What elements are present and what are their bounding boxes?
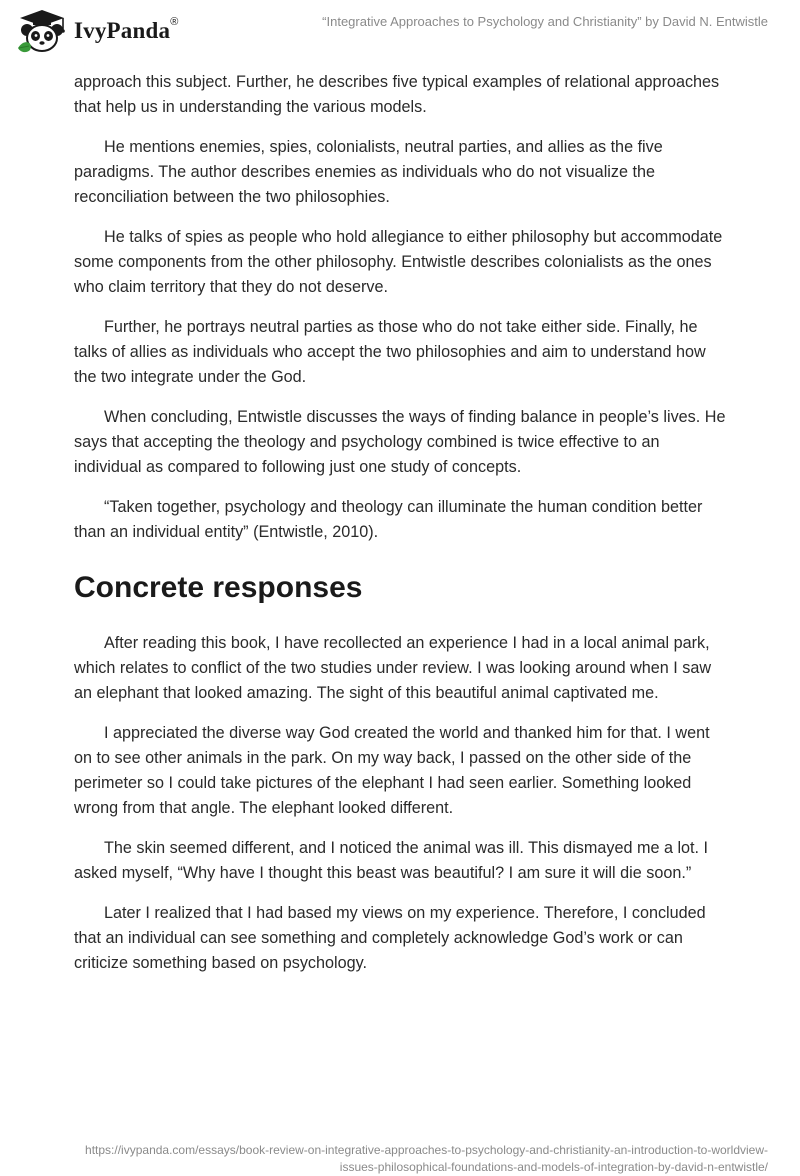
section-heading: Concrete responses (74, 571, 363, 604)
source-url[interactable] (28, 1142, 768, 1176)
panda-logo-icon (14, 8, 70, 54)
paragraph: He mentions enemies, spies, colonialists, neutral parties, and allies as the five paradigms. The author describes enemies as individuals who do not visualize the reconciliation between the two philosophies. (74, 138, 663, 206)
source-url-line-1: https://ivypanda.com/essays/book-review-on-integrative-approaches-to-psychology-and-christianity-an-introduction-to-worldview- (85, 1143, 768, 1157)
paragraph: Later I realized that I had based my views on my experience. Therefore, I concluded that an individual can see something and completely acknowledge God’s work or can criticize something based on psychology. (74, 904, 706, 972)
source-url-line-2: issues-philosophical-foundations-and-models-of-integration-by-david-n-entwistle/ (339, 1160, 768, 1174)
paragraph: I appreciated the diverse way God created the world and thanked him for that. I went on to see other animals in the park. On my way back, I passed on the other side of the perimeter so I could take pictures of the elephant I had seen earlier. Something looked wrong from that angle. The elephant looked different. (74, 724, 710, 817)
paragraph: approach this subject. Further, he describes five typical examples of relational approaches that help us in understanding the various models. (74, 73, 720, 116)
brand-name: IvyPanda® (74, 16, 179, 43)
paragraph: “Taken together, psychology and theology can illuminate the human condition better than an individual entity” (Entwistle, 2010). (74, 498, 703, 541)
paragraph: When concluding, Entwistle discusses the ways of finding balance in people’s lives. He says that accepting the theology and psychology combined is twice effective to an individual as compared to following just one study of concepts. (74, 408, 726, 476)
article-body (74, 70, 726, 991)
paragraph: After reading this book, I have recollected an experience I had in a local animal park, which relates to conflict of the two studies under review. I was looking around when I saw an elephant that looked amazing. The sight of this beautiful animal captivated me. (74, 634, 712, 702)
document-title: “Integrative Approaches to Psychology and Christianity” by David N. Entwistle (322, 14, 768, 29)
paragraph: Further, he portrays neutral parties as those who do not take either side. Finally, he talks of allies as individuals who accept the two philosophies and aim to understand how the two integrate under the God. (74, 318, 706, 386)
logo[interactable] (14, 8, 179, 54)
paragraph: He talks of spies as people who hold allegiance to either philosophy but accommodate some components from the other philosophy. Entwistle describes colonialists as the ones who claim territory that they do not deserve. (74, 228, 723, 296)
page-header (0, 0, 800, 60)
paragraph: The skin seemed different, and I noticed the animal was ill. This dismayed me a lot. I asked myself, “Why have I thought this beast was beautiful? I am sure it will die soon.” (74, 839, 709, 882)
